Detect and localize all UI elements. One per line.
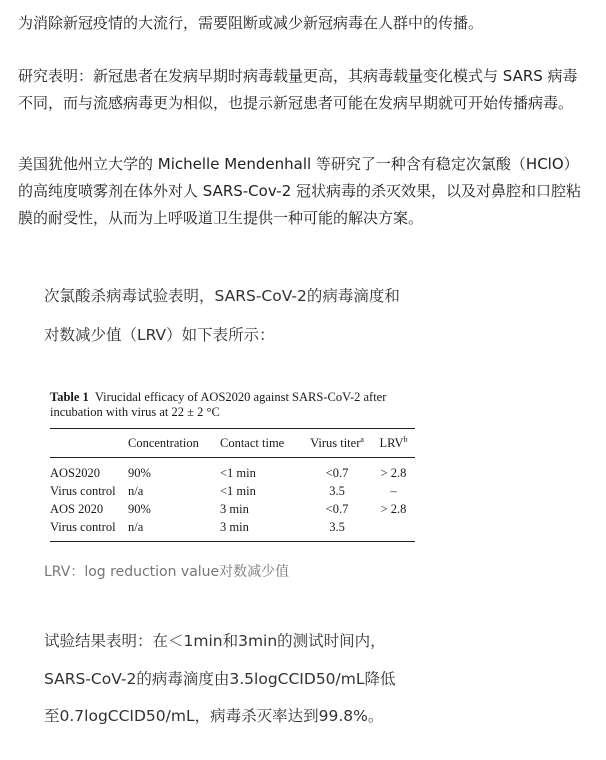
lead-line-1: 次氯酸杀病毒试验表明，SARS-CoV-2的病毒滴度和 <box>44 287 400 305</box>
results-table <box>50 428 415 542</box>
table-row <box>50 482 415 500</box>
table-cell: 3 min <box>220 519 249 534</box>
header-cell: Concentration <box>128 435 199 450</box>
table-cell <box>372 518 415 542</box>
result-line-2: SARS-CoV-2的病毒滴度由3.5logCCID50/mL降低 <box>44 670 396 688</box>
results-table-figure <box>50 390 420 542</box>
table-cell: <1 min <box>220 465 256 480</box>
header-cell <box>50 429 128 458</box>
table-cell: Virus control <box>50 519 116 534</box>
table-cell: 3 min <box>220 501 249 516</box>
table-cell: 90% <box>128 465 151 480</box>
table-cell: AOS2020 <box>50 465 101 480</box>
header-text: LRV <box>379 436 404 451</box>
table-caption-text: Virucidal efficacy of AOS2020 against SARS-CoV-2 after incubation with virus at 22 ± 2 °C <box>50 390 387 419</box>
lrv-note: LRV：log reduction value对数减少值 <box>44 564 290 580</box>
research-paragraph: 研究表明：新冠患者在发病早期时病毒载量更高，其病毒载量变化模式与 SARS 病毒不同，而与流感病毒更为相似，也提示新冠患者可能在发病早期就可开始传播病毒。 <box>18 67 578 112</box>
table-cell: n/a <box>128 483 144 498</box>
result-line-1: 试验结果表明：在＜1min和3min的测试时间内， <box>44 632 386 650</box>
lead-line-2: 对数减少值（LRV）如下表所示： <box>44 326 275 344</box>
header-text: Virus titer <box>310 436 361 451</box>
table-row <box>50 458 415 483</box>
table-row <box>50 518 415 542</box>
table-cell: – <box>390 483 397 498</box>
table-cell: <0.7 <box>325 465 349 480</box>
table-cell: n/a <box>128 519 144 534</box>
header-cell <box>372 429 415 458</box>
table-cell: 90% <box>128 501 151 516</box>
intro-paragraph: 为消除新冠疫情的大流行，需要阻断或减少新冠病毒在人群中的传播。 <box>18 14 484 32</box>
footnote-marker: b <box>403 435 408 444</box>
table-cell: Virus control <box>50 483 116 498</box>
study-paragraph: 美国犹他州立大学的 Michelle Mendenhall 等研究了一种含有稳定次氯酸（HClO）的高纯度喷雾剂在体外对人 SARS-Cov-2 冠状病毒的杀灭效果，以及对鼻腔和口腔粘膜的耐受性，从而为上呼吸道卫生提供一种可能的解决方案。 <box>18 155 582 227</box>
result-line-3: 至0.7logCCID50/mL，病毒杀灭率达到99.8%。 <box>44 707 384 725</box>
table-cell: <1 min <box>220 483 256 498</box>
table-label: Table 1 <box>50 390 89 404</box>
table-cell: 3.5 <box>329 519 345 534</box>
table-cell: <0.7 <box>325 501 349 516</box>
table-cell: 3.5 <box>329 483 345 498</box>
table-header-row <box>50 429 415 458</box>
table-cell: AOS 2020 <box>50 501 104 516</box>
table-cell: > 2.8 <box>380 465 407 480</box>
table-caption <box>50 390 420 420</box>
table-cell: > 2.8 <box>380 501 407 516</box>
footnote-marker: a <box>360 435 364 444</box>
table-row <box>50 500 415 518</box>
header-cell <box>302 429 372 458</box>
header-cell: Contact time <box>220 435 285 450</box>
